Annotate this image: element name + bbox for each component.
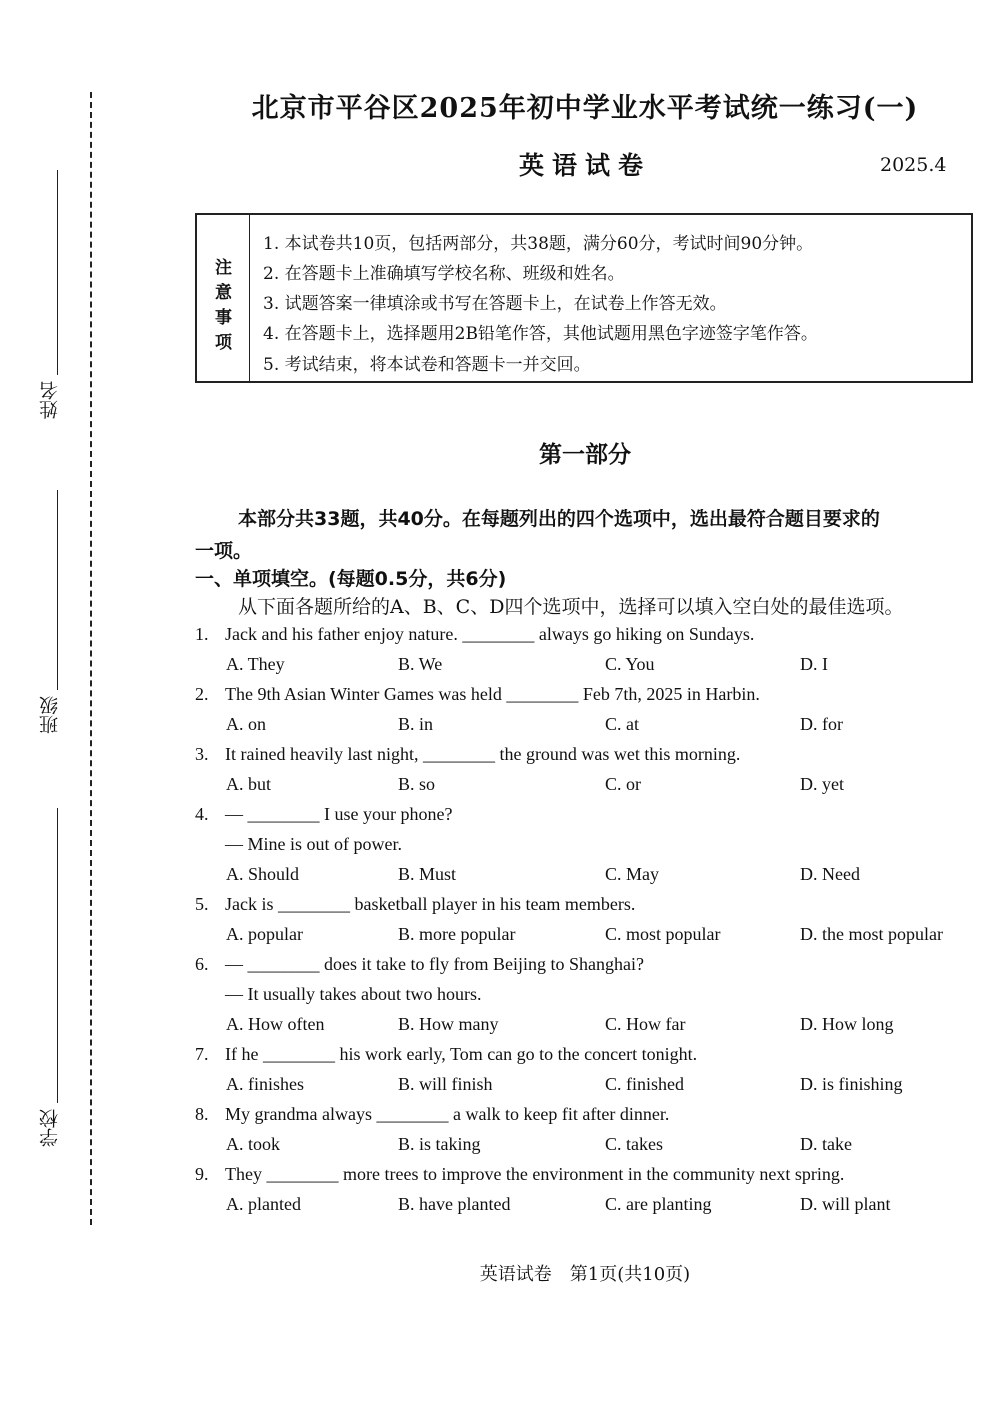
name-field: [30, 170, 70, 430]
notice-item: 2. 在答题卡上准确填写学校名称、班级和姓名。: [263, 264, 625, 284]
answer-option: D. yet: [800, 774, 844, 794]
answer-option: B. is taking: [398, 1134, 481, 1154]
answer-option: D. is finishing: [800, 1074, 903, 1094]
answer-option: C. takes: [605, 1134, 663, 1154]
question-stem: They ________ more trees to improve the environment in the community next spring.: [225, 1164, 845, 1184]
page-footer: 英语试卷 第1页(共10页): [479, 1264, 691, 1285]
binding-dashed-line: [90, 92, 92, 1225]
answer-option: A. popular: [226, 924, 303, 944]
answer-option: A. They: [226, 654, 285, 674]
notice-heading-char: 意: [215, 283, 232, 303]
part-intro-line2: 一项。: [195, 540, 253, 562]
notice-item: 1. 本试卷共10页，包括两部分，共38题，满分60分，考试时间90分钟。: [263, 234, 814, 254]
exam-title: 北京市平谷区2025年初中学业水平考试统一练习(一): [251, 93, 919, 124]
answer-option: D. How long: [800, 1014, 894, 1034]
class-field: [30, 490, 70, 750]
question-stem: It rained heavily last night, ________ the ground was wet this morning.: [225, 744, 741, 764]
part-intro-line1: 本部分共33题，共40分。在每题列出的四个选项中，选出最符合题目要求的: [238, 508, 880, 530]
answer-option: D. the most popular: [800, 924, 943, 944]
question-number: 3.: [195, 744, 209, 764]
name-write-line[interactable]: [57, 170, 58, 375]
notice-heading-char: 注: [215, 258, 232, 278]
section-instruction: 从下面各题所给的A、B、C、D四个选项中，选择可以填入空白处的最佳选项。: [238, 596, 904, 618]
answer-option: A. but: [226, 774, 271, 794]
exam-date: 2025.4: [880, 154, 947, 176]
answer-option: D. Need: [800, 864, 860, 884]
part-title: 第一部分: [539, 441, 631, 468]
question-stem: The 9th Asian Winter Games was held ________ Feb 7th, 2025 in Harbin.: [225, 684, 760, 704]
answer-option: D. will plant: [800, 1194, 891, 1214]
answer-option: B. How many: [398, 1014, 499, 1034]
answer-option: C. are planting: [605, 1194, 712, 1214]
notice-box: [195, 213, 973, 383]
question-number: 5.: [195, 894, 209, 914]
answer-option: B. Must: [398, 864, 457, 884]
question-number: 7.: [195, 1044, 209, 1064]
answer-option: C. at: [605, 714, 639, 734]
notice-item: 5. 考试结束，将本试卷和答题卡一并交回。: [263, 355, 591, 375]
answer-option: D. take: [800, 1134, 852, 1154]
notice-item: 3. 试题答案一律填涂或书写在答题卡上，在试卷上作答无效。: [263, 294, 727, 314]
school-label: 学校: [39, 1109, 61, 1147]
notice-heading: [197, 215, 250, 381]
question-stem: If he ________ his work early, Tom can go to the concert tonight.: [225, 1044, 698, 1064]
answer-option: C. How far: [605, 1014, 686, 1034]
school-write-line[interactable]: [57, 808, 58, 1103]
question-number: 4.: [195, 804, 209, 824]
question-stem: — ________ I use your phone?: [225, 804, 453, 824]
answer-option: C. most popular: [605, 924, 721, 944]
notice-heading-char: 项: [215, 333, 232, 353]
school-field: [30, 808, 70, 1158]
question-stem: Jack and his father enjoy nature. ________ always go hiking on Sundays.: [225, 624, 755, 644]
answer-option: C. May: [605, 864, 659, 884]
question-stem: — ________ does it take to fly from Beijing to Shanghai?: [225, 954, 644, 974]
question-stem: My grandma always ________ a walk to keep fit after dinner.: [225, 1104, 670, 1124]
question-number: 1.: [195, 624, 209, 644]
class-write-line[interactable]: [57, 490, 58, 690]
answer-option: A. Should: [226, 864, 300, 884]
question-number: 9.: [195, 1164, 209, 1184]
answer-option: B. so: [398, 774, 436, 794]
notice-heading-char: 事: [215, 308, 232, 328]
answer-option: D. I: [800, 654, 828, 674]
exam-subtitle: 英语试卷: [518, 151, 651, 180]
notice-item: 4. 在答题卡上，选择题用2B铅笔作答，其他试题用黑色字迹签字笔作答。: [263, 324, 818, 344]
answer-option: B. will finish: [398, 1074, 493, 1094]
name-label: 姓名: [39, 381, 61, 419]
section-title: 一、单项填空。(每题0.5分，共6分): [195, 568, 507, 590]
answer-option: A. How often: [226, 1014, 325, 1034]
answer-option: B. have planted: [398, 1194, 511, 1214]
answer-option: D. for: [800, 714, 843, 734]
question-stem: Jack is ________ basketball player in his team members.: [225, 894, 636, 914]
answer-option: B. in: [398, 714, 434, 734]
answer-option: A. took: [226, 1134, 280, 1154]
answer-option: C. finished: [605, 1074, 684, 1094]
answer-option: A. finishes: [226, 1074, 304, 1094]
answer-option: C. or: [605, 774, 641, 794]
answer-option: B. We: [398, 654, 443, 674]
question-number: 2.: [195, 684, 209, 704]
answer-option: B. more popular: [398, 924, 516, 944]
question-dialogue-reply: — Mine is out of power.: [225, 834, 402, 854]
class-label: 班级: [39, 696, 61, 734]
answer-option: A. planted: [226, 1194, 301, 1214]
answer-option: C. You: [605, 654, 655, 674]
answer-option: A. on: [226, 714, 266, 734]
question-dialogue-reply: — It usually takes about two hours.: [225, 984, 482, 1004]
question-number: 6.: [195, 954, 209, 974]
question-number: 8.: [195, 1104, 209, 1124]
